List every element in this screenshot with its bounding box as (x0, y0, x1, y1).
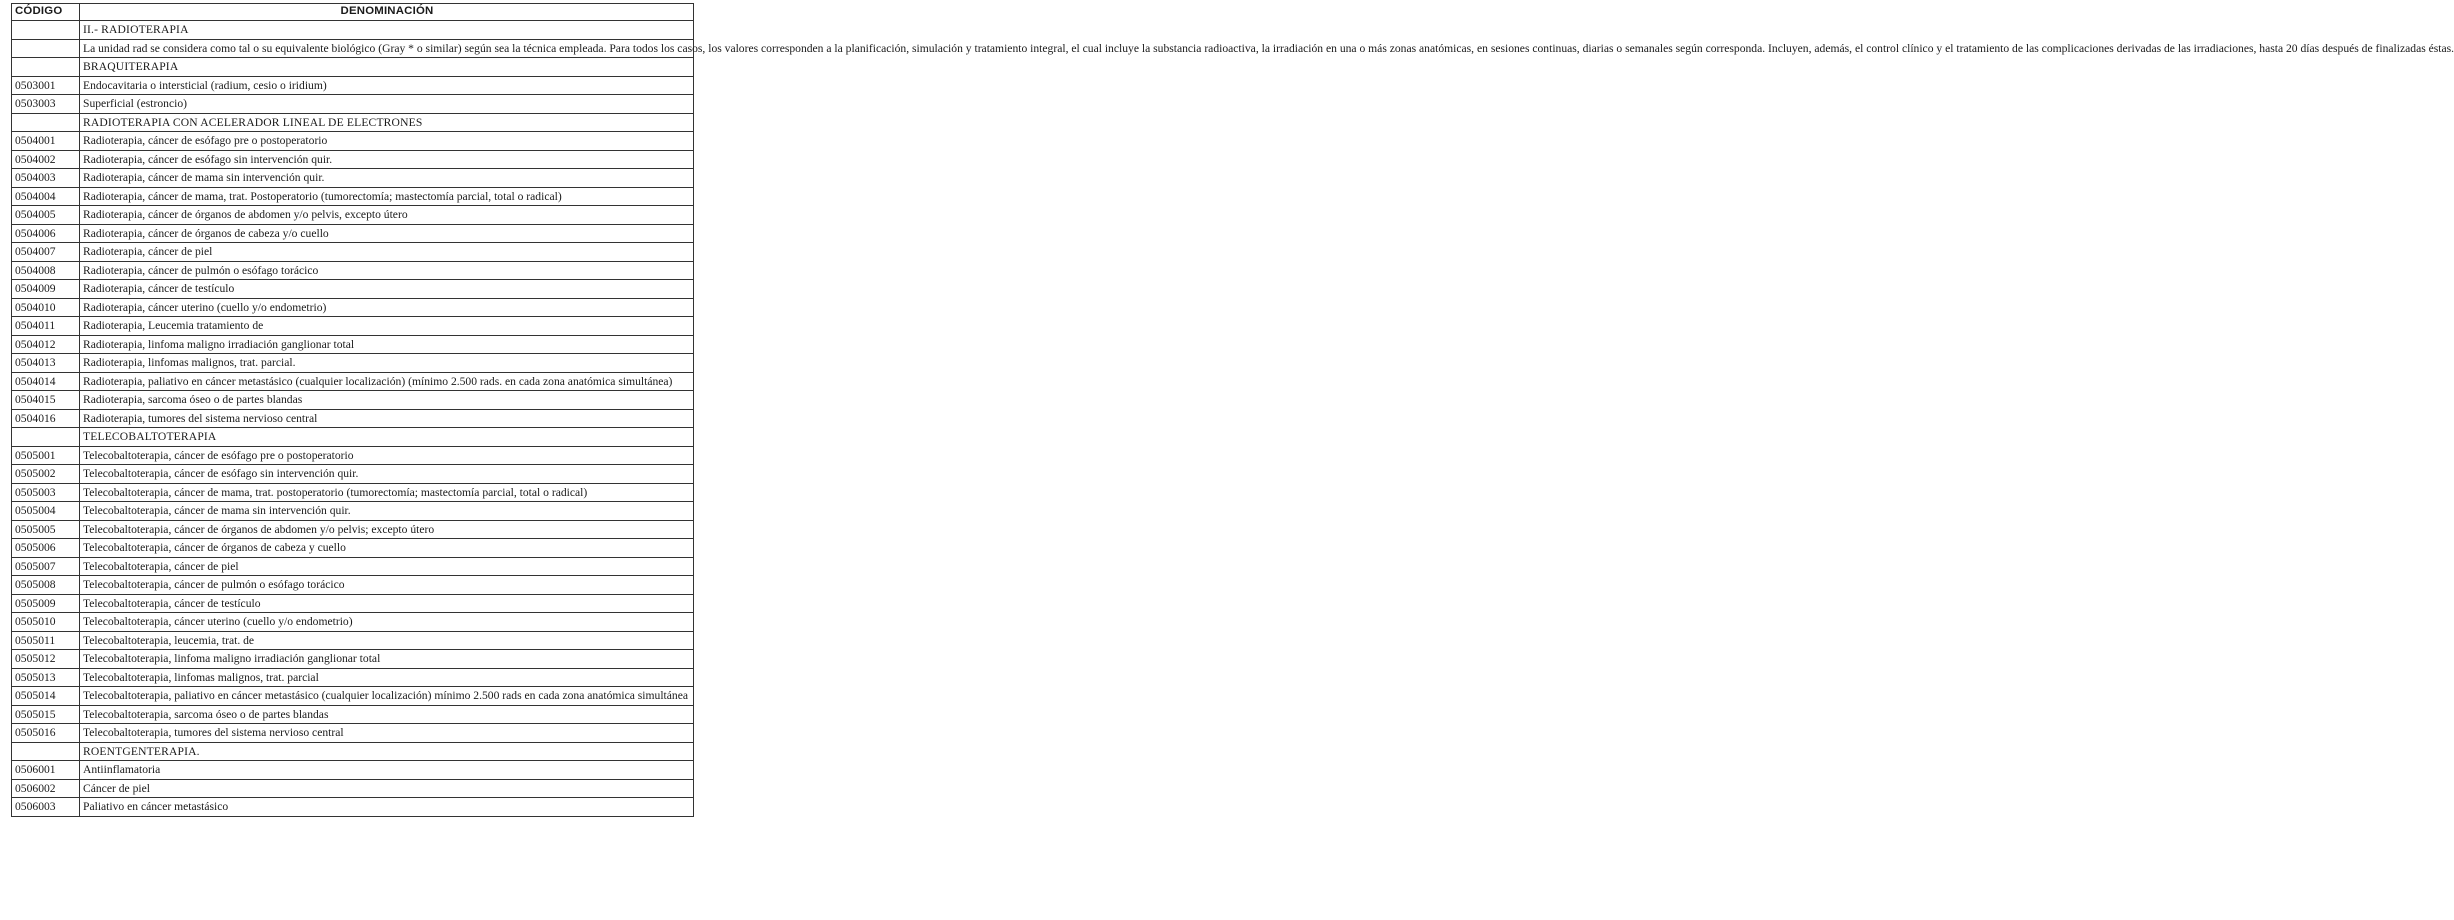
code-cell: 0504004 (12, 187, 80, 206)
code-cell: 0505005 (12, 520, 80, 539)
name-cell: Radioterapia, sarcoma óseo o de partes blandas (80, 391, 694, 410)
name-cell: Radioterapia, cáncer de órganos de abdomen y/o pelvis, excepto útero (80, 206, 694, 225)
code-cell: 0503001 (12, 76, 80, 95)
table-row (12, 261, 694, 280)
table-row (12, 539, 694, 558)
name-cell: Telecobaltoterapia, cáncer de pulmón o esófago torácico (80, 576, 694, 595)
code-cell: 0504016 (12, 409, 80, 428)
section-title-radioterapia: II.- RADIOTERAPIA (80, 21, 694, 40)
table-row (12, 298, 694, 317)
code-cell: 0504012 (12, 335, 80, 354)
code-cell: 0504008 (12, 261, 80, 280)
name-cell: Radioterapia, tumores del sistema nervioso central (80, 409, 694, 428)
name-cell: Telecobaltoterapia, cáncer de esófago pre o postoperatorio (80, 446, 694, 465)
name-cell: Endocavitaria o intersticial (radium, cesio o iridium) (80, 76, 694, 95)
code-cell: 0504005 (12, 206, 80, 225)
table-row (12, 280, 694, 299)
name-cell: Radioterapia, cáncer de testículo (80, 280, 694, 299)
code-cell: 0504015 (12, 391, 80, 410)
name-cell: Paliativo en cáncer metastásico (80, 798, 694, 817)
empty-code-cell (12, 21, 80, 40)
table-row (12, 668, 694, 687)
code-cell: 0504009 (12, 280, 80, 299)
code-cell: 0505007 (12, 557, 80, 576)
table-row (12, 779, 694, 798)
name-cell: Radioterapia, paliativo en cáncer metastásico (cualquier localización) (mínimo 2.500 rads. en cada zona anatómica simultánea) (80, 372, 694, 391)
name-cell: Radioterapia, linfomas malignos, trat. parcial. (80, 354, 694, 373)
empty-code-cell (12, 428, 80, 447)
procedure-code-table (11, 3, 2454, 817)
table-row (12, 650, 694, 669)
table-row (12, 317, 694, 336)
name-cell: Telecobaltoterapia, sarcoma óseo o de partes blandas (80, 705, 694, 724)
name-cell: Antiinflamatoria (80, 761, 694, 780)
section-row (12, 113, 694, 132)
code-cell: 0505014 (12, 687, 80, 706)
name-cell: Radioterapia, cáncer de esófago pre o postoperatorio (80, 132, 694, 151)
section-title-acelerador: RADIOTERAPIA CON ACELERADOR LINEAL DE ELECTRONES (80, 113, 694, 132)
table-row (12, 243, 694, 262)
section-row (12, 742, 694, 761)
code-cell: 0505003 (12, 483, 80, 502)
name-cell: Radioterapia, cáncer de mama sin intervención quir. (80, 169, 694, 188)
table-header-row (12, 4, 694, 21)
empty-code-cell (12, 742, 80, 761)
table-row (12, 335, 694, 354)
code-cell: 0503003 (12, 95, 80, 114)
table-row (12, 798, 694, 817)
table-row (12, 520, 694, 539)
table-row (12, 557, 694, 576)
code-cell: 0505002 (12, 465, 80, 484)
table-row (12, 724, 694, 743)
section-title-braquiterapia: BRAQUITERAPIA (80, 58, 694, 77)
code-cell: 0504014 (12, 372, 80, 391)
table-row (12, 576, 694, 595)
empty-code-cell (12, 58, 80, 77)
code-cell: 0504003 (12, 169, 80, 188)
code-cell: 0505008 (12, 576, 80, 595)
name-cell: Telecobaltoterapia, cáncer de piel (80, 557, 694, 576)
name-cell: Superficial (estroncio) (80, 95, 694, 114)
section-row (12, 428, 694, 447)
name-cell: Radioterapia, cáncer de mama, trat. Postoperatorio (tumorectomía; mastectomía parcial, total o radical) (80, 187, 694, 206)
empty-code-cell (12, 39, 80, 58)
empty-code-cell (12, 113, 80, 132)
name-cell: Radioterapia, Leucemia tratamiento de (80, 317, 694, 336)
name-cell: Telecobaltoterapia, cáncer de mama sin intervención quir. (80, 502, 694, 521)
table-row (12, 594, 694, 613)
name-cell: Telecobaltoterapia, paliativo en cáncer metastásico (cualquier localización) mínimo 2.500 rads en cada zona anatómica simultánea (80, 687, 694, 706)
table-row (12, 224, 694, 243)
table-row (12, 761, 694, 780)
code-cell: 0505010 (12, 613, 80, 632)
intro-row (12, 39, 694, 58)
table-row (12, 631, 694, 650)
section-title-telecobalto: TELECOBALTOTERAPIA (80, 428, 694, 447)
table-row (12, 76, 694, 95)
code-cell: 0505006 (12, 539, 80, 558)
code-cell: 0505016 (12, 724, 80, 743)
table-row (12, 613, 694, 632)
code-cell: 0505015 (12, 705, 80, 724)
name-cell: Telecobaltoterapia, cáncer de esófago sin intervención quir. (80, 465, 694, 484)
code-cell: 0506003 (12, 798, 80, 817)
name-cell: Telecobaltoterapia, linfomas malignos, trat. parcial (80, 668, 694, 687)
code-cell: 0506002 (12, 779, 80, 798)
code-cell: 0505001 (12, 446, 80, 465)
name-cell: Telecobaltoterapia, cáncer de mama, trat. postoperatorio (tumorectomía; mastectomía parcial, total o radical) (80, 483, 694, 502)
code-cell: 0504002 (12, 150, 80, 169)
name-cell: Telecobaltoterapia, tumores del sistema nervioso central (80, 724, 694, 743)
table-row (12, 354, 694, 373)
table-row (12, 95, 694, 114)
code-cell: 0505012 (12, 650, 80, 669)
table-row (12, 465, 694, 484)
name-cell: Radioterapia, linfoma maligno irradiación ganglionar total (80, 335, 694, 354)
column-header-name: DENOMINACIÓN (80, 4, 694, 21)
table-row (12, 409, 694, 428)
column-header-code: CÓDIGO (12, 4, 80, 21)
code-cell: 0504006 (12, 224, 80, 243)
code-cell: 0504013 (12, 354, 80, 373)
code-cell: 0504011 (12, 317, 80, 336)
name-cell: Radioterapia, cáncer uterino (cuello y/o endometrio) (80, 298, 694, 317)
code-cell: 0504010 (12, 298, 80, 317)
name-cell: Radioterapia, cáncer de pulmón o esófago torácico (80, 261, 694, 280)
code-cell: 0505013 (12, 668, 80, 687)
table-row (12, 705, 694, 724)
table-row (12, 187, 694, 206)
code-cell: 0505011 (12, 631, 80, 650)
section-row (12, 21, 694, 40)
section-row (12, 58, 694, 77)
table-row (12, 372, 694, 391)
table-row (12, 502, 694, 521)
table-row (12, 132, 694, 151)
table-row (12, 391, 694, 410)
name-cell: Radioterapia, cáncer de piel (80, 243, 694, 262)
name-cell: Radioterapia, cáncer de órganos de cabeza y/o cuello (80, 224, 694, 243)
table-row (12, 483, 694, 502)
table-row (12, 169, 694, 188)
code-cell: 0506001 (12, 761, 80, 780)
code-cell: 0505004 (12, 502, 80, 521)
name-cell: Telecobaltoterapia, cáncer de testículo (80, 594, 694, 613)
name-cell: Telecobaltoterapia, leucemia, trat. de (80, 631, 694, 650)
table-row (12, 150, 694, 169)
code-cell: 0504007 (12, 243, 80, 262)
table-row (12, 446, 694, 465)
name-cell: Telecobaltoterapia, cáncer uterino (cuello y/o endometrio) (80, 613, 694, 632)
name-cell: Telecobaltoterapia, cáncer de órganos de cabeza y cuello (80, 539, 694, 558)
section-intro-text: La unidad rad se considera como tal o su equivalente biológico (Gray * o similar) según sea la técnica empleada. Para todos los casos, los valores corresponden a la planificación, simulación y tratamiento integral, el cual incluye la substancia radioactiva, la irradiación en una o más zonas anatómicas, en sesiones continuas, diarias o semanales según corresponda. Incluyen, además, el control clínico y el tratamiento de las complicaciones derivadas de las irradiaciones, hasta 20 días después de finalizadas éstas. (80, 39, 694, 58)
table-row (12, 206, 694, 225)
table-row (12, 687, 694, 706)
code-cell: 0504001 (12, 132, 80, 151)
section-title-roentgenterapia: ROENTGENTERAPIA. (80, 742, 694, 761)
name-cell: Telecobaltoterapia, linfoma maligno irradiación ganglionar total (80, 650, 694, 669)
code-cell: 0505009 (12, 594, 80, 613)
name-cell: Radioterapia, cáncer de esófago sin intervención quir. (80, 150, 694, 169)
name-cell: Cáncer de piel (80, 779, 694, 798)
name-cell: Telecobaltoterapia, cáncer de órganos de abdomen y/o pelvis; excepto útero (80, 520, 694, 539)
